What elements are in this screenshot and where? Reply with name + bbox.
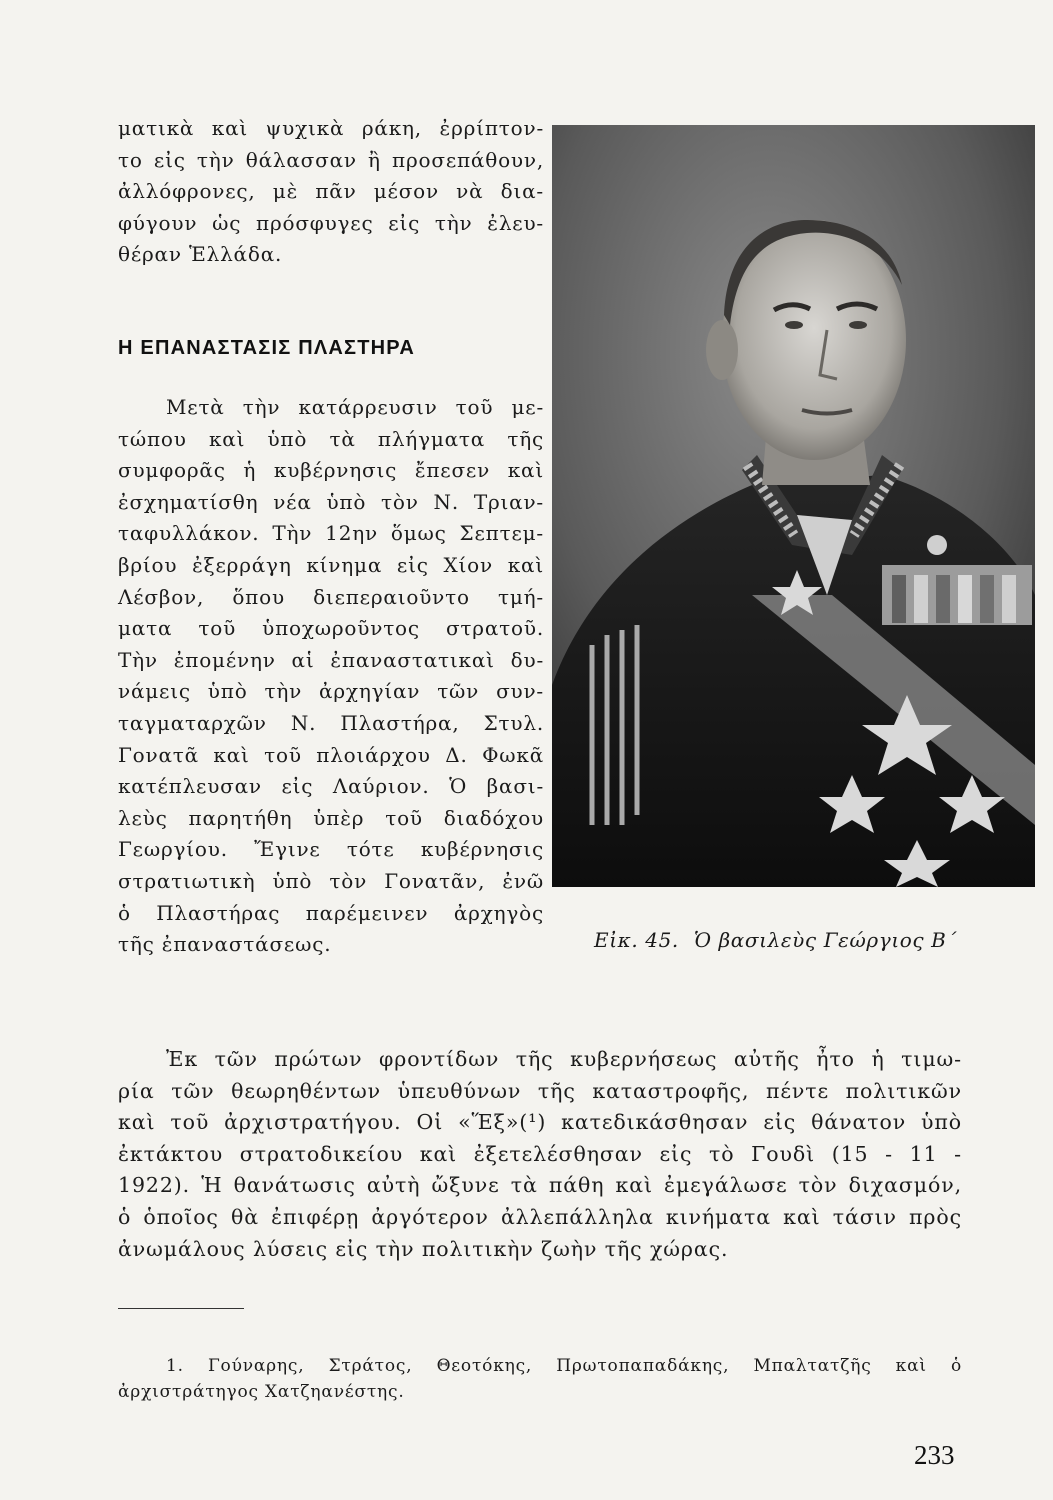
text-line: ἐσχηματίσθη νέα ὑπὸ τὸν Ν. Τριαν- bbox=[118, 489, 544, 514]
text-line: ταφυλλάκον. Τὴν 12ην ὅμως Σεπτεμ- bbox=[118, 521, 544, 546]
text-line: Ἐκ τῶν πρώτων φροντίδων τῆς κυβερνήσεως αὐτῆς ἦτο ἡ τιμω- bbox=[166, 1047, 962, 1071]
text-line: νάμεις ὑπὸ τὴν ἀρχηγίαν τῶν συν- bbox=[118, 679, 544, 704]
portrait-illustration bbox=[552, 125, 1035, 887]
text-line: ὁ Πλαστήρας παρέμεινεν ἀρχηγὸς bbox=[118, 900, 544, 925]
footnote-divider bbox=[118, 1308, 244, 1309]
text-line: Λέσβον, ὅπου διεπεραιοῦντο τμή- bbox=[118, 584, 544, 609]
text-line: λεὺς παρητήθη ὑπὲρ τοῦ διαδόχου bbox=[118, 805, 544, 830]
text-line: βρίου ἐξερράγη κίνημα εἰς Χίον καὶ bbox=[118, 552, 544, 577]
text-line: Γονατᾶ καὶ τοῦ πλοιάρχου Δ. Φωκᾶ bbox=[118, 742, 544, 767]
text-line: ἀλλόφρονες, μὲ πᾶν μέσον νὰ δια- bbox=[118, 179, 544, 204]
text-line: ὁ ὁποῖος θὰ ἐπιφέρῃ ἀργότερον ἀλλεπάλληλα κινήματα καὶ τάσιν πρὸς bbox=[118, 1204, 962, 1229]
section-heading: Η ΕΠΑΝΑΣΤΑΣΙΣ ΠΛΑΣΤΗΡΑ bbox=[118, 337, 415, 359]
figure-caption bbox=[594, 928, 974, 952]
text-line: ματικὰ καὶ ψυχικὰ ράκη, ἐρρίπτον- bbox=[118, 116, 544, 140]
text-line: το εἰς τὴν θάλασσαν ἢ προσεπάθουν, bbox=[118, 147, 544, 172]
text-line: ταγματαρχῶν Ν. Πλαστήρα, Στυλ. bbox=[118, 710, 544, 735]
text-line: ἐκτάκτου στρατοδικείου καὶ ἐξετελέσθησαν εἰς τὸ Γουδὶ (15 - 11 - bbox=[118, 1141, 962, 1166]
page-number: 233 bbox=[914, 1440, 955, 1470]
text-line: στρατιωτικὴ ὑπὸ τὸν Γονατᾶν, ἐνῶ bbox=[118, 868, 544, 893]
text-line: ρία τῶν θεωρηθέντων ὑπευθύνων τῆς καταστροφῆς, πέντε πολιτικῶν bbox=[118, 1078, 962, 1103]
text-line: τῆς ἐπαναστάσεως. bbox=[118, 932, 332, 957]
text-line: Μετὰ τὴν κατάρρευσιν τοῦ με- bbox=[166, 395, 544, 419]
figure-label: Εἰκ. 45. bbox=[594, 928, 679, 952]
figure-caption-text: Ὁ βασιλεὺς Γεώργιος Β΄ bbox=[693, 928, 958, 952]
text-line: ἀνωμάλους λύσεις εἰς τὴν πολιτικὴν ζωὴν τῆς χώρας. bbox=[118, 1236, 729, 1261]
full-paragraph bbox=[118, 1044, 962, 1265]
footnote-line: ἀρχιστράτηγος Χατζηανέστης. bbox=[118, 1382, 405, 1402]
text-line: καὶ τοῦ ἀρχιστρατήγου. Οἱ «Ἕξ»(¹) κατεδικάσθησαν εἰς θάνατον ὑπὸ bbox=[118, 1110, 962, 1135]
text-line: Τὴν ἐπομένην αἱ ἐπαναστατικαὶ δυ- bbox=[118, 647, 544, 672]
text-line: 1922). Ἡ θανάτωσις αὐτὴ ὤξυνε τὰ πάθη καὶ ἐμεγάλωσε τὸν διχασμόν, bbox=[118, 1173, 962, 1198]
text-line: συμφορᾶς ἡ κυβέρνησις ἔπεσεν καὶ bbox=[118, 458, 544, 483]
text-line: ματα τοῦ ὑποχωροῦντος στρατοῦ. bbox=[118, 616, 544, 641]
text-line: φύγουν ὡς πρόσφυγες εἰς τὴν ἐλευ- bbox=[118, 210, 544, 235]
text-line: Γεωργίου. Ἔγινε τότε κυβέρνησις bbox=[118, 837, 544, 862]
portrait-photo bbox=[552, 125, 1035, 887]
column-paragraph bbox=[118, 392, 544, 961]
footnote bbox=[118, 1353, 962, 1405]
footnote-line: 1. Γούναρης, Στράτος, Θεοτόκης, Πρωτοπαπαδάκης, Μπαλτατζῆς καὶ ὁ bbox=[166, 1356, 962, 1376]
text-line: θέραν Ἑλλάδα. bbox=[118, 242, 283, 267]
top-paragraph bbox=[118, 113, 544, 271]
text-line: τώπου καὶ ὑπὸ τὰ πλήγματα τῆς bbox=[118, 426, 544, 451]
text-line: κατέπλευσαν εἰς Λαύριον. Ὁ βασι- bbox=[118, 774, 544, 799]
